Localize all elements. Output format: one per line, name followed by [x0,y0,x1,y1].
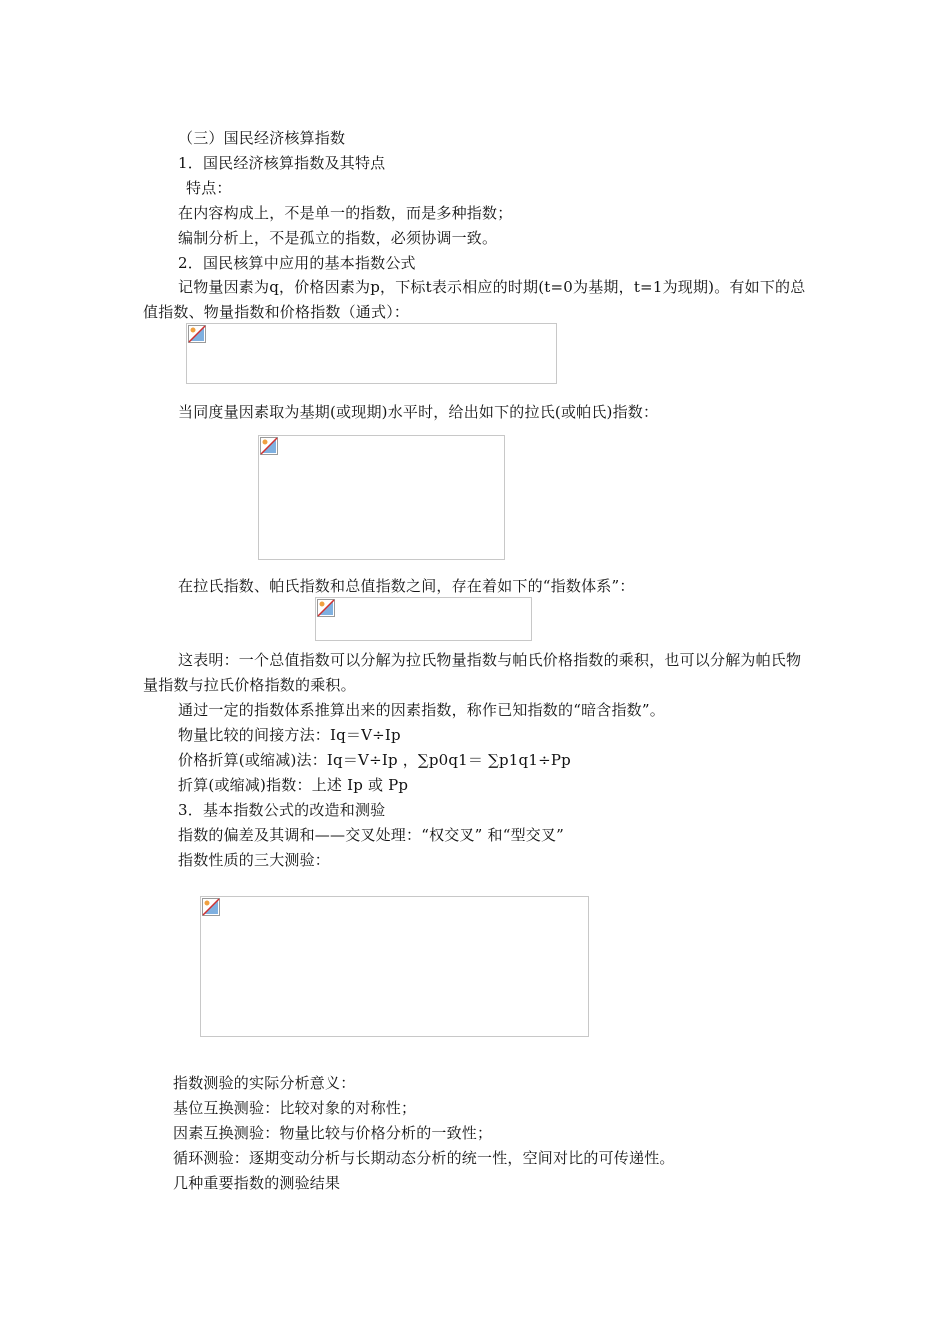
section-title: （三）国民经济核算指数 [178,129,346,147]
paragraph-indirect-method: 物量比较的间接方法：Iq＝V÷Ip [178,726,401,744]
paragraph-factor-swap-test: 因素互换测验：物量比较与价格分析的一致性； [173,1124,493,1142]
paragraph-base-swap-test: 基位互换测验：比较对象的对称性； [173,1099,417,1117]
broken-image-icon [202,898,220,916]
broken-image-icon [317,599,335,617]
features-label: 特点： [186,179,232,197]
paragraph-laspeyres: 当同度量因素取为基期(或现期)水平时，给出如下的拉氏(或帕氏)指数： [178,403,659,421]
paragraph-three-tests: 指数性质的三大测验： [178,851,331,869]
paragraph-implicit-index: 通过一定的指数体系推算出来的因素指数，称作已知指数的“暗含指数”。 [178,701,665,719]
paragraph-cross-treatment: 指数的偏差及其调和——交叉处理：“权交叉” 和“型交叉” [178,826,565,844]
formula-image-3 [315,597,532,641]
paragraph-test-meaning: 指数测验的实际分析意义： [173,1074,356,1092]
broken-image-icon [260,437,278,455]
paragraph-test-results: 几种重要指数的测验结果 [173,1174,341,1192]
paragraph-decomposition: 这表明：一个总值指数可以分解为拉氏物量指数与帕氏价格指数的乘积，也可以分解为帕氏物量指数与拉氏价格指数的乘积。 [143,651,802,694]
heading-3: 3．基本指数公式的改造和测验 [178,801,386,819]
formula-image-4 [200,896,589,1037]
paragraph-deflation-method: 价格折算(或缩减)法：Iq＝V÷Ip ，∑p0q1＝ ∑p1q1÷Pp [178,751,571,769]
paragraph-circular-test: 循环测验：逐期变动分析与长期动态分析的统一性，空间对比的可传递性。 [173,1149,675,1167]
heading-1: 1．国民经济核算指数及其特点 [178,154,386,172]
paragraph-deflation-index: 折算(或缩减)指数：上述 Ip 或 Pp [178,776,409,794]
feature-2: 编制分析上，不是孤立的指数，必须协调一致。 [178,229,498,247]
formula-image-1 [186,323,557,384]
paragraph-index-system: 在拉氏指数、帕氏指数和总值指数之间，存在着如下的“指数体系”： [178,577,635,595]
feature-1: 在内容构成上，不是单一的指数，而是多种指数； [178,204,513,222]
broken-image-icon [188,325,206,343]
formula-image-2 [258,435,505,560]
heading-2: 2．国民核算中应用的基本指数公式 [178,254,416,272]
paragraph-notation: 记物量因素为q，价格因素为p，下标t表示相应的时期(t=0为基期，t=1为现期)。有如下的总值指数、物量指数和价格指数（通式）： [143,278,806,321]
